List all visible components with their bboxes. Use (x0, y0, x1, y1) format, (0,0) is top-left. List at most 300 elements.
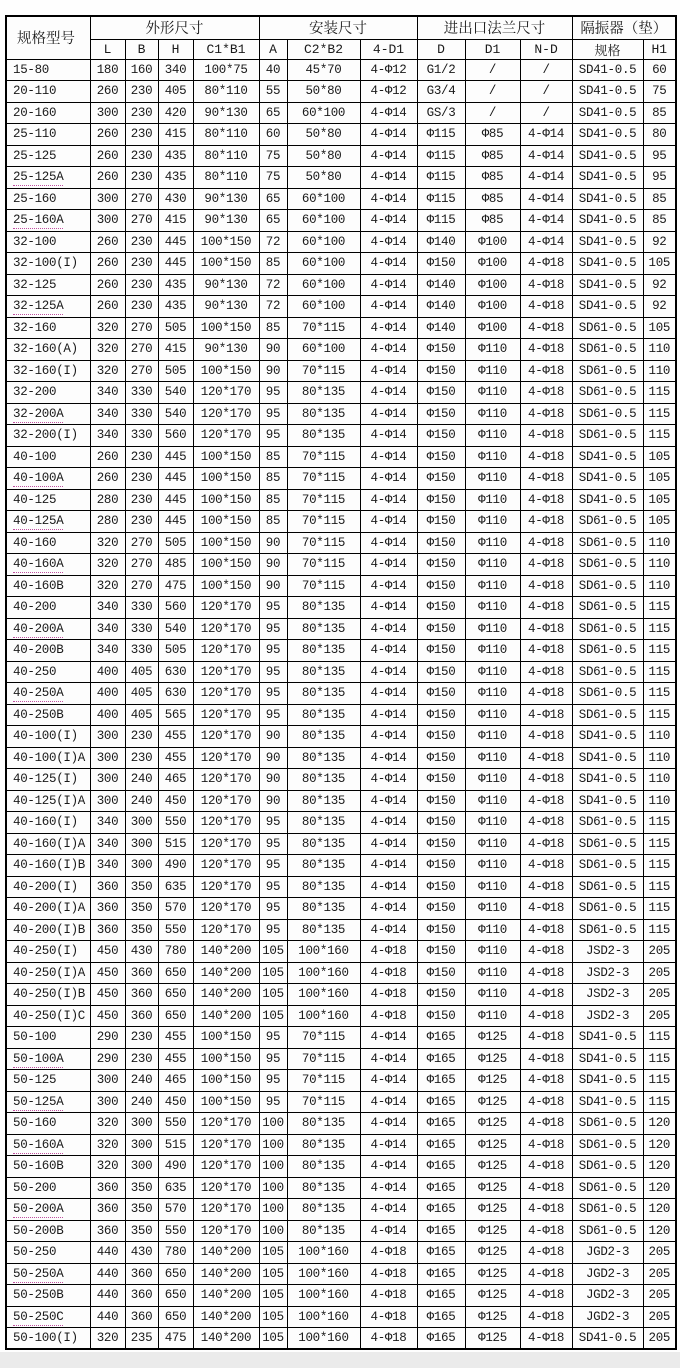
cell-h: 445 (158, 468, 193, 490)
cell-d: Φ165 (417, 1070, 465, 1092)
cell-l: 320 (90, 1134, 125, 1156)
cell-b: 270 (125, 554, 158, 576)
cell-b: 350 (125, 1199, 158, 1221)
cell-c1xb1: 120*170 (193, 683, 259, 705)
header-sub-h: H (158, 39, 193, 59)
cell-h1: 205 (643, 941, 676, 963)
cell-h1: 120 (643, 1177, 676, 1199)
cell-model (6, 124, 90, 146)
cell-n-d: 4-Φ18 (520, 253, 572, 275)
table-row (6, 102, 676, 124)
cell-c2xb2: 80*135 (287, 704, 360, 726)
cell-a: 105 (259, 1242, 287, 1264)
cell-d: Φ165 (417, 1199, 465, 1221)
cell-d: Φ165 (417, 1113, 465, 1135)
cell-d1: Φ100 (465, 274, 520, 296)
cell-c1xb1: 120*170 (193, 382, 259, 404)
cell-c1xb1: 120*170 (193, 855, 259, 877)
cell-d: Φ115 (417, 145, 465, 167)
cell-b: 330 (125, 618, 158, 640)
cell-h: 475 (158, 1328, 193, 1350)
model-label: 20-110 (13, 84, 57, 99)
cell-h1: 205 (643, 1306, 676, 1328)
cell-model (6, 145, 90, 167)
cell-isolator-spec: JSD2-3 (572, 962, 643, 984)
cell-isolator-spec: SD61-0.5 (572, 1134, 643, 1156)
cell-d1: Φ110 (465, 941, 520, 963)
cell-a: 95 (259, 640, 287, 662)
table-row (6, 1091, 676, 1113)
table-row (6, 1263, 676, 1285)
cell-d: Φ165 (417, 1048, 465, 1070)
cell-c1xb1: 120*170 (193, 833, 259, 855)
cell-d: Φ150 (417, 253, 465, 275)
cell-model (6, 468, 90, 490)
table-row (6, 575, 676, 597)
cell-h1: 110 (643, 532, 676, 554)
cell-n-d: 4-Φ14 (520, 167, 572, 189)
cell-4-d1: 4-Φ14 (360, 812, 417, 834)
header-sub-c1xb1: C1*B1 (193, 39, 259, 59)
table-row (6, 683, 676, 705)
cell-4-d1: 4-Φ18 (360, 1328, 417, 1350)
cell-l: 320 (90, 1113, 125, 1135)
cell-4-d1: 4-Φ14 (360, 167, 417, 189)
cell-isolator-spec: SD61-0.5 (572, 339, 643, 361)
cell-l: 340 (90, 855, 125, 877)
cell-isolator-spec: JSD2-3 (572, 1005, 643, 1027)
cell-4-d1: 4-Φ14 (360, 618, 417, 640)
cell-model (6, 382, 90, 404)
cell-d: Φ150 (417, 511, 465, 533)
cell-4-d1: 4-Φ14 (360, 1113, 417, 1135)
model-label: 50-250B (13, 1288, 64, 1303)
cell-b: 350 (125, 876, 158, 898)
cell-model (6, 1306, 90, 1328)
table-row (6, 790, 676, 812)
cell-d: Φ150 (417, 855, 465, 877)
cell-a: 85 (259, 468, 287, 490)
cell-b: 230 (125, 726, 158, 748)
header-sub-n-d: N-D (520, 39, 572, 59)
model-label: 25-125A (13, 170, 64, 185)
cell-a: 65 (259, 102, 287, 124)
cell-c2xb2: 80*135 (287, 1134, 360, 1156)
cell-b: 230 (125, 489, 158, 511)
cell-l: 340 (90, 618, 125, 640)
cell-c1xb1: 120*170 (193, 704, 259, 726)
cell-d1: Φ100 (465, 317, 520, 339)
cell-c1xb1: 140*200 (193, 1306, 259, 1328)
cell-h1: 205 (643, 1328, 676, 1350)
cell-model (6, 1328, 90, 1350)
table-row (6, 554, 676, 576)
cell-d1: Φ110 (465, 984, 520, 1006)
cell-h1: 120 (643, 1113, 676, 1135)
cell-a: 90 (259, 339, 287, 361)
cell-c1xb1: 100*150 (193, 253, 259, 275)
cell-a: 72 (259, 274, 287, 296)
cell-d: Φ140 (417, 274, 465, 296)
cell-c1xb1: 140*200 (193, 1263, 259, 1285)
table-row (6, 81, 676, 103)
cell-c2xb2: 70*115 (287, 360, 360, 382)
cell-h1: 115 (643, 597, 676, 619)
cell-c1xb1: 120*170 (193, 812, 259, 834)
cell-model (6, 253, 90, 275)
cell-h1: 115 (643, 403, 676, 425)
cell-a: 75 (259, 145, 287, 167)
cell-l: 290 (90, 1027, 125, 1049)
cell-l: 320 (90, 339, 125, 361)
cell-l: 450 (90, 1005, 125, 1027)
cell-isolator-spec: SD61-0.5 (572, 1177, 643, 1199)
cell-d1: Φ110 (465, 403, 520, 425)
cell-h1: 85 (643, 102, 676, 124)
cell-d1: Φ85 (465, 188, 520, 210)
cell-h: 540 (158, 618, 193, 640)
cell-l: 320 (90, 1328, 125, 1350)
cell-l: 300 (90, 210, 125, 232)
cell-c2xb2: 80*135 (287, 1113, 360, 1135)
header-sub-d: D (417, 39, 465, 59)
cell-4-d1: 4-Φ18 (360, 941, 417, 963)
cell-h1: 92 (643, 274, 676, 296)
model-label: 50-250A (13, 1266, 64, 1281)
model-label: 40-160(I) (13, 815, 78, 830)
table-row (6, 124, 676, 146)
cell-d: Φ150 (417, 941, 465, 963)
cell-4-d1: 4-Φ12 (360, 81, 417, 103)
cell-a: 90 (259, 747, 287, 769)
header-group-flange-dimensions: 进出口法兰尺寸 (417, 16, 572, 39)
cell-h1: 80 (643, 124, 676, 146)
cell-n-d: 4-Φ18 (520, 640, 572, 662)
cell-c1xb1: 140*200 (193, 1285, 259, 1307)
cell-d1: / (465, 81, 520, 103)
cell-d1: Φ110 (465, 468, 520, 490)
cell-d: Φ115 (417, 124, 465, 146)
cell-model (6, 188, 90, 210)
cell-c2xb2: 80*135 (287, 898, 360, 920)
cell-d1: Φ125 (465, 1242, 520, 1264)
cell-h: 415 (158, 339, 193, 361)
cell-4-d1: 4-Φ14 (360, 403, 417, 425)
cell-c1xb1: 140*200 (193, 1242, 259, 1264)
model-label: 50-200B (13, 1223, 64, 1238)
cell-d: Φ150 (417, 919, 465, 941)
cell-d: Φ115 (417, 188, 465, 210)
model-label: 25-160 (13, 191, 57, 206)
cell-n-d: 4-Φ18 (520, 1048, 572, 1070)
cell-b: 270 (125, 339, 158, 361)
cell-isolator-spec: JSD2-3 (572, 984, 643, 1006)
cell-c2xb2: 60*100 (287, 339, 360, 361)
cell-model (6, 360, 90, 382)
cell-h: 635 (158, 876, 193, 898)
cell-h: 550 (158, 1220, 193, 1242)
cell-c1xb1: 80*110 (193, 124, 259, 146)
cell-c1xb1: 140*200 (193, 984, 259, 1006)
cell-d: Φ165 (417, 1220, 465, 1242)
cell-b: 330 (125, 403, 158, 425)
cell-isolator-spec: JSD2-3 (572, 941, 643, 963)
cell-a: 60 (259, 124, 287, 146)
cell-d: Φ140 (417, 296, 465, 318)
cell-model (6, 640, 90, 662)
cell-c1xb1: 100*150 (193, 489, 259, 511)
bottom-margin (0, 1352, 680, 1368)
cell-c2xb2: 70*115 (287, 317, 360, 339)
cell-4-d1: 4-Φ14 (360, 1156, 417, 1178)
table-row (6, 468, 676, 490)
cell-a: 100 (259, 1177, 287, 1199)
cell-d: Φ150 (417, 640, 465, 662)
cell-h1: 115 (643, 683, 676, 705)
model-label: 40-200(I) (13, 879, 78, 894)
cell-l: 440 (90, 1285, 125, 1307)
cell-b: 300 (125, 833, 158, 855)
cell-isolator-spec: SD61-0.5 (572, 876, 643, 898)
cell-c2xb2: 50*80 (287, 124, 360, 146)
table-row (6, 1156, 676, 1178)
table-row (6, 597, 676, 619)
table-row (6, 1242, 676, 1264)
header-sub-isolator-spec: 规格 (572, 39, 643, 59)
cell-c1xb1: 120*170 (193, 618, 259, 640)
cell-d: Φ150 (417, 704, 465, 726)
cell-model (6, 1177, 90, 1199)
cell-h: 650 (158, 1005, 193, 1027)
cell-h: 455 (158, 726, 193, 748)
cell-n-d: 4-Φ18 (520, 403, 572, 425)
cell-c1xb1: 100*150 (193, 575, 259, 597)
cell-b: 270 (125, 317, 158, 339)
cell-n-d: 4-Φ18 (520, 1113, 572, 1135)
cell-n-d: 4-Φ18 (520, 425, 572, 447)
cell-l: 180 (90, 59, 125, 81)
cell-c2xb2: 100*160 (287, 1242, 360, 1264)
header-sub-h1: H1 (643, 39, 676, 59)
cell-c1xb1: 90*130 (193, 296, 259, 318)
cell-l: 320 (90, 317, 125, 339)
cell-d1: Φ110 (465, 919, 520, 941)
cell-model (6, 962, 90, 984)
cell-l: 260 (90, 167, 125, 189)
cell-b: 300 (125, 855, 158, 877)
cell-h1: 110 (643, 360, 676, 382)
table-row (6, 511, 676, 533)
cell-4-d1: 4-Φ14 (360, 1027, 417, 1049)
cell-h: 550 (158, 812, 193, 834)
cell-h1: 205 (643, 1242, 676, 1264)
model-label: 50-125A (13, 1094, 64, 1109)
cell-h: 780 (158, 1242, 193, 1264)
cell-model (6, 1027, 90, 1049)
cell-b: 230 (125, 468, 158, 490)
cell-model (6, 511, 90, 533)
cell-model (6, 726, 90, 748)
cell-d: Φ150 (417, 876, 465, 898)
model-label: 50-200A (13, 1202, 64, 1217)
cell-h: 465 (158, 769, 193, 791)
cell-4-d1: 4-Φ18 (360, 1263, 417, 1285)
cell-h1: 110 (643, 554, 676, 576)
cell-h: 505 (158, 360, 193, 382)
table-body (6, 59, 676, 1349)
cell-isolator-spec: JGD2-3 (572, 1263, 643, 1285)
cell-b: 235 (125, 1328, 158, 1350)
table-row (6, 382, 676, 404)
cell-d1: Φ110 (465, 554, 520, 576)
cell-n-d: 4-Φ18 (520, 597, 572, 619)
cell-d: Φ165 (417, 1177, 465, 1199)
cell-n-d: 4-Φ14 (520, 231, 572, 253)
cell-n-d: 4-Φ18 (520, 1156, 572, 1178)
cell-isolator-spec: SD61-0.5 (572, 898, 643, 920)
cell-c2xb2: 60*100 (287, 188, 360, 210)
header-sub-a: A (259, 39, 287, 59)
table-row (6, 210, 676, 232)
cell-n-d: 4-Φ18 (520, 984, 572, 1006)
cell-4-d1: 4-Φ14 (360, 790, 417, 812)
cell-d: Φ150 (417, 468, 465, 490)
cell-model (6, 1156, 90, 1178)
cell-isolator-spec: SD41-0.5 (572, 747, 643, 769)
cell-d: Φ150 (417, 597, 465, 619)
cell-h1: 205 (643, 984, 676, 1006)
cell-h1: 95 (643, 145, 676, 167)
model-label: 40-125A (13, 514, 64, 529)
cell-4-d1: 4-Φ14 (360, 274, 417, 296)
cell-model (6, 167, 90, 189)
cell-n-d: 4-Φ18 (520, 489, 572, 511)
cell-b: 240 (125, 790, 158, 812)
cell-h: 340 (158, 59, 193, 81)
cell-isolator-spec: SD61-0.5 (572, 403, 643, 425)
cell-4-d1: 4-Φ12 (360, 59, 417, 81)
cell-l: 260 (90, 253, 125, 275)
cell-isolator-spec: SD61-0.5 (572, 360, 643, 382)
cell-4-d1: 4-Φ14 (360, 661, 417, 683)
cell-isolator-spec: SD61-0.5 (572, 640, 643, 662)
cell-model (6, 1113, 90, 1135)
cell-n-d: 4-Φ18 (520, 898, 572, 920)
table-row (6, 747, 676, 769)
cell-d: G3/4 (417, 81, 465, 103)
cell-l: 260 (90, 124, 125, 146)
cell-b: 230 (125, 145, 158, 167)
cell-c1xb1: 100*150 (193, 1070, 259, 1092)
cell-4-d1: 4-Φ14 (360, 640, 417, 662)
cell-d: Φ150 (417, 575, 465, 597)
cell-n-d: 4-Φ18 (520, 704, 572, 726)
cell-a: 90 (259, 554, 287, 576)
table-row (6, 1285, 676, 1307)
cell-4-d1: 4-Φ14 (360, 425, 417, 447)
table-row (6, 403, 676, 425)
cell-h: 565 (158, 704, 193, 726)
cell-h: 435 (158, 274, 193, 296)
cell-isolator-spec: SD41-0.5 (572, 1027, 643, 1049)
model-label: 40-125(I)A (13, 793, 86, 808)
cell-d: Φ150 (417, 382, 465, 404)
cell-isolator-spec: SD41-0.5 (572, 59, 643, 81)
model-label: 40-200(I)B (13, 922, 86, 937)
cell-d1: Φ125 (465, 1134, 520, 1156)
cell-c1xb1: 90*130 (193, 210, 259, 232)
cell-model (6, 102, 90, 124)
cell-l: 320 (90, 360, 125, 382)
cell-l: 260 (90, 274, 125, 296)
cell-d1: Φ110 (465, 833, 520, 855)
cell-isolator-spec: JGD2-3 (572, 1306, 643, 1328)
cell-model (6, 661, 90, 683)
cell-b: 160 (125, 59, 158, 81)
cell-n-d: 4-Φ18 (520, 274, 572, 296)
cell-d: Φ150 (417, 554, 465, 576)
cell-c1xb1: 100*150 (193, 1048, 259, 1070)
cell-c2xb2: 100*160 (287, 1005, 360, 1027)
cell-d1: Φ110 (465, 575, 520, 597)
cell-a: 72 (259, 231, 287, 253)
cell-c2xb2: 70*115 (287, 446, 360, 468)
cell-a: 105 (259, 1263, 287, 1285)
table-row (6, 769, 676, 791)
cell-b: 300 (125, 1134, 158, 1156)
cell-d1: Φ110 (465, 747, 520, 769)
cell-d1: Φ110 (465, 382, 520, 404)
cell-c2xb2: 70*115 (287, 489, 360, 511)
cell-l: 340 (90, 597, 125, 619)
cell-a: 90 (259, 790, 287, 812)
cell-h: 450 (158, 790, 193, 812)
cell-n-d: 4-Φ18 (520, 683, 572, 705)
cell-b: 270 (125, 532, 158, 554)
cell-d1: Φ125 (465, 1156, 520, 1178)
cell-h1: 110 (643, 575, 676, 597)
cell-l: 360 (90, 1177, 125, 1199)
cell-h: 540 (158, 403, 193, 425)
table-row (6, 876, 676, 898)
model-label: 32-125A (13, 299, 64, 314)
cell-a: 85 (259, 317, 287, 339)
cell-h1: 95 (643, 167, 676, 189)
model-label: 25-125 (13, 148, 57, 163)
cell-c1xb1: 120*170 (193, 425, 259, 447)
table-row (6, 253, 676, 275)
cell-b: 230 (125, 296, 158, 318)
cell-4-d1: 4-Φ14 (360, 1091, 417, 1113)
cell-h1: 110 (643, 769, 676, 791)
cell-c2xb2: 80*135 (287, 726, 360, 748)
cell-model (6, 683, 90, 705)
cell-4-d1: 4-Φ14 (360, 382, 417, 404)
cell-d1: Φ125 (465, 1070, 520, 1092)
cell-c1xb1: 120*170 (193, 747, 259, 769)
cell-c1xb1: 90*130 (193, 339, 259, 361)
table-row (6, 231, 676, 253)
cell-isolator-spec: SD41-0.5 (572, 726, 643, 748)
cell-d1: Φ125 (465, 1177, 520, 1199)
model-label: 40-160 (13, 535, 57, 550)
cell-d: GS/3 (417, 102, 465, 124)
cell-h: 515 (158, 833, 193, 855)
cell-isolator-spec: SD61-0.5 (572, 511, 643, 533)
header-group-outline-dimensions: 外形尺寸 (90, 16, 259, 39)
cell-d: Φ150 (417, 532, 465, 554)
cell-d1: Φ125 (465, 1199, 520, 1221)
